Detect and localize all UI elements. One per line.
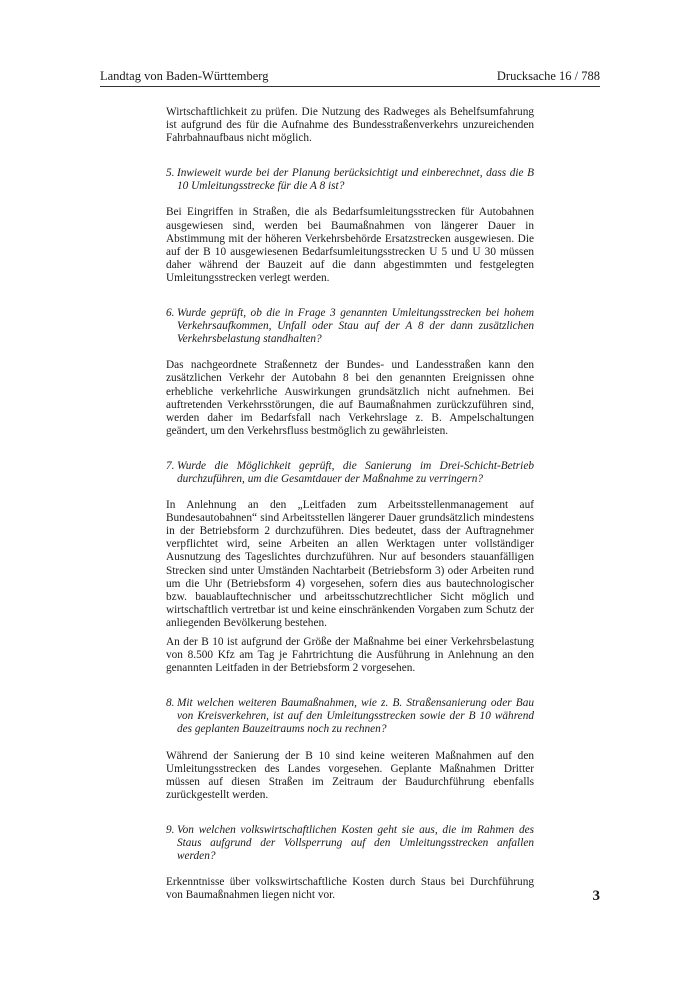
question-text: Inwieweit wurde bei der Planung berücksichtigt und einberechnet, dass die B 10 Umleitungsstrecke für die A 8 ist? bbox=[177, 167, 534, 193]
page-header bbox=[100, 66, 600, 87]
header-parliament: Landtag von Baden-Württemberg bbox=[100, 69, 269, 83]
question-text: Mit welchen weiteren Baumaßnahmen, wie z. B. Straßensanierung oder Bau von Kreisverkehren, ist auf den Umleitungsstrecken sowie der B 10 während des geplanten Bauzeitraums noch zu rechnen? bbox=[177, 697, 534, 736]
question-number: 6. bbox=[166, 307, 175, 320]
answer-5: Bei Eingriffen in Straßen, die als Bedarfsumleitungsstrecken für Autobahnen ausgewiesen sind, werden bei Baumaßnahmen von längerer Dauer in Abstimmung mit der höheren Verkehrsbehörde Ersatzstrecken ausgewiesen. Die auf der B 10 ausgewiesenen Bedarfsumleitungsstrecken U 5 und U 30 müssen daher während der Bauzeit auf die dann abgestimmten und festgelegten Umleitungsstrecken verlegt werden. bbox=[166, 206, 534, 284]
question-9 bbox=[166, 824, 534, 863]
question-5 bbox=[166, 167, 534, 193]
question-text: Wurde geprüft, ob die in Frage 3 genannten Umleitungsstrecken bei hohem Verkehrsaufkommen, Unfall oder Stau auf der A 8 der dann zusätzlichen Verkehrsbelastung standhalten? bbox=[177, 307, 534, 346]
question-7 bbox=[166, 460, 534, 486]
question-text: Wurde die Möglichkeit geprüft, die Sanierung im Drei-Schicht-Betrieb durchzuführen, um die Gesamtdauer der Maßnahme zu verringern? bbox=[177, 459, 534, 485]
intro-paragraph: Wirtschaftlichkeit zu prüfen. Die Nutzung des Radweges als Behelfsumfahrung ist aufgrund des für die Aufnahme des Bundesstraßenverkehrs unzureichenden Fahrbahnaufbaus nicht möglich. bbox=[166, 106, 534, 145]
answer-7-paragraph-1: In Anlehnung an den „Leitfaden zum Arbeitsstellenmanagement auf Bundesautobahnen“ sind Arbeitsstellen längerer Dauer grundsätzlich mindestens in der Betriebsform 2 durchzuführen. Dies bedeutet, dass der Auftragnehmer verpflichtet wird, seine Arbeiten an allen Werktagen unter vollständiger Ausnutzung des Tageslichtes durchzuführen. Nur auf besonders stauanfälligen Strecken sind unter Umständen Nachtarbeit (Betriebsform 3) oder Arbeiten rund um die Uhr (Betriebsform 4) vorgesehen, sofern dies aus bautechnologischer bzw. bauablauftechnischer und arbeitsschutzrechtlicher Sicht möglich und wirtschaftlich vertretbar ist und keine einschränkenden Vorgaben zum Schutz der anliegenden Bevölkerung bestehen. bbox=[166, 499, 534, 629]
question-number: 7. bbox=[166, 459, 175, 472]
answer-9: Erkenntnisse über volkswirtschaftliche Kosten durch Staus bei Durchführung von Baumaßnahmen liegen nicht vor. bbox=[166, 876, 534, 902]
answer-6: Das nachgeordnete Straßennetz der Bundes- und Landesstraßen kann den zusätzlichen Verkehr der Autobahn 8 bei den genannten Ereignissen ohne erhebliche verkehrliche Auswirkungen grundsätzlich nicht aufnehmen. Bei auftretenden Verkehrsstörungen, die auf Baumaßnahmen zurückzuführen sind, werden daher im Bedarfsfall nach Verkehrslage z. B. Ampelschaltungen geändert, um den Verkehrsfluss bestmöglich zu gewährleisten. bbox=[166, 359, 534, 437]
question-number: 9. bbox=[166, 823, 175, 836]
document-body bbox=[166, 106, 534, 902]
header-document-number: Drucksache 16 / 788 bbox=[496, 69, 600, 83]
answer-7-paragraph-2: An der B 10 ist aufgrund der Größe der Maßnahme bei einer Verkehrsbelastung von 8.500 Kfz am Tag je Fahrtrichtung die Ausführung in Anlehnung an den genannten Leitfaden in der Betriebsform 2 vorgesehen. bbox=[166, 636, 534, 675]
question-8 bbox=[166, 697, 534, 736]
answer-8: Während der Sanierung der B 10 sind keine weiteren Maßnahmen auf den Umleitungsstrecken des Landes vorgesehen. Geplante Maßnahmen Dritter müssen auf diesen Straßen im Zeitraum der Baudurchführung ebenfalls zurückgestellt werden. bbox=[166, 749, 534, 801]
question-text: Von welchen volkswirtschaftlichen Kosten geht sie aus, die im Rahmen des Staus aufgrund der Vollsperrung auf den Umleitungsstrecken anfallen werden? bbox=[177, 823, 534, 863]
question-number: 5. bbox=[166, 167, 175, 180]
question-number: 8. bbox=[166, 697, 175, 710]
question-6 bbox=[166, 307, 534, 346]
page-number: 3 bbox=[592, 888, 600, 904]
